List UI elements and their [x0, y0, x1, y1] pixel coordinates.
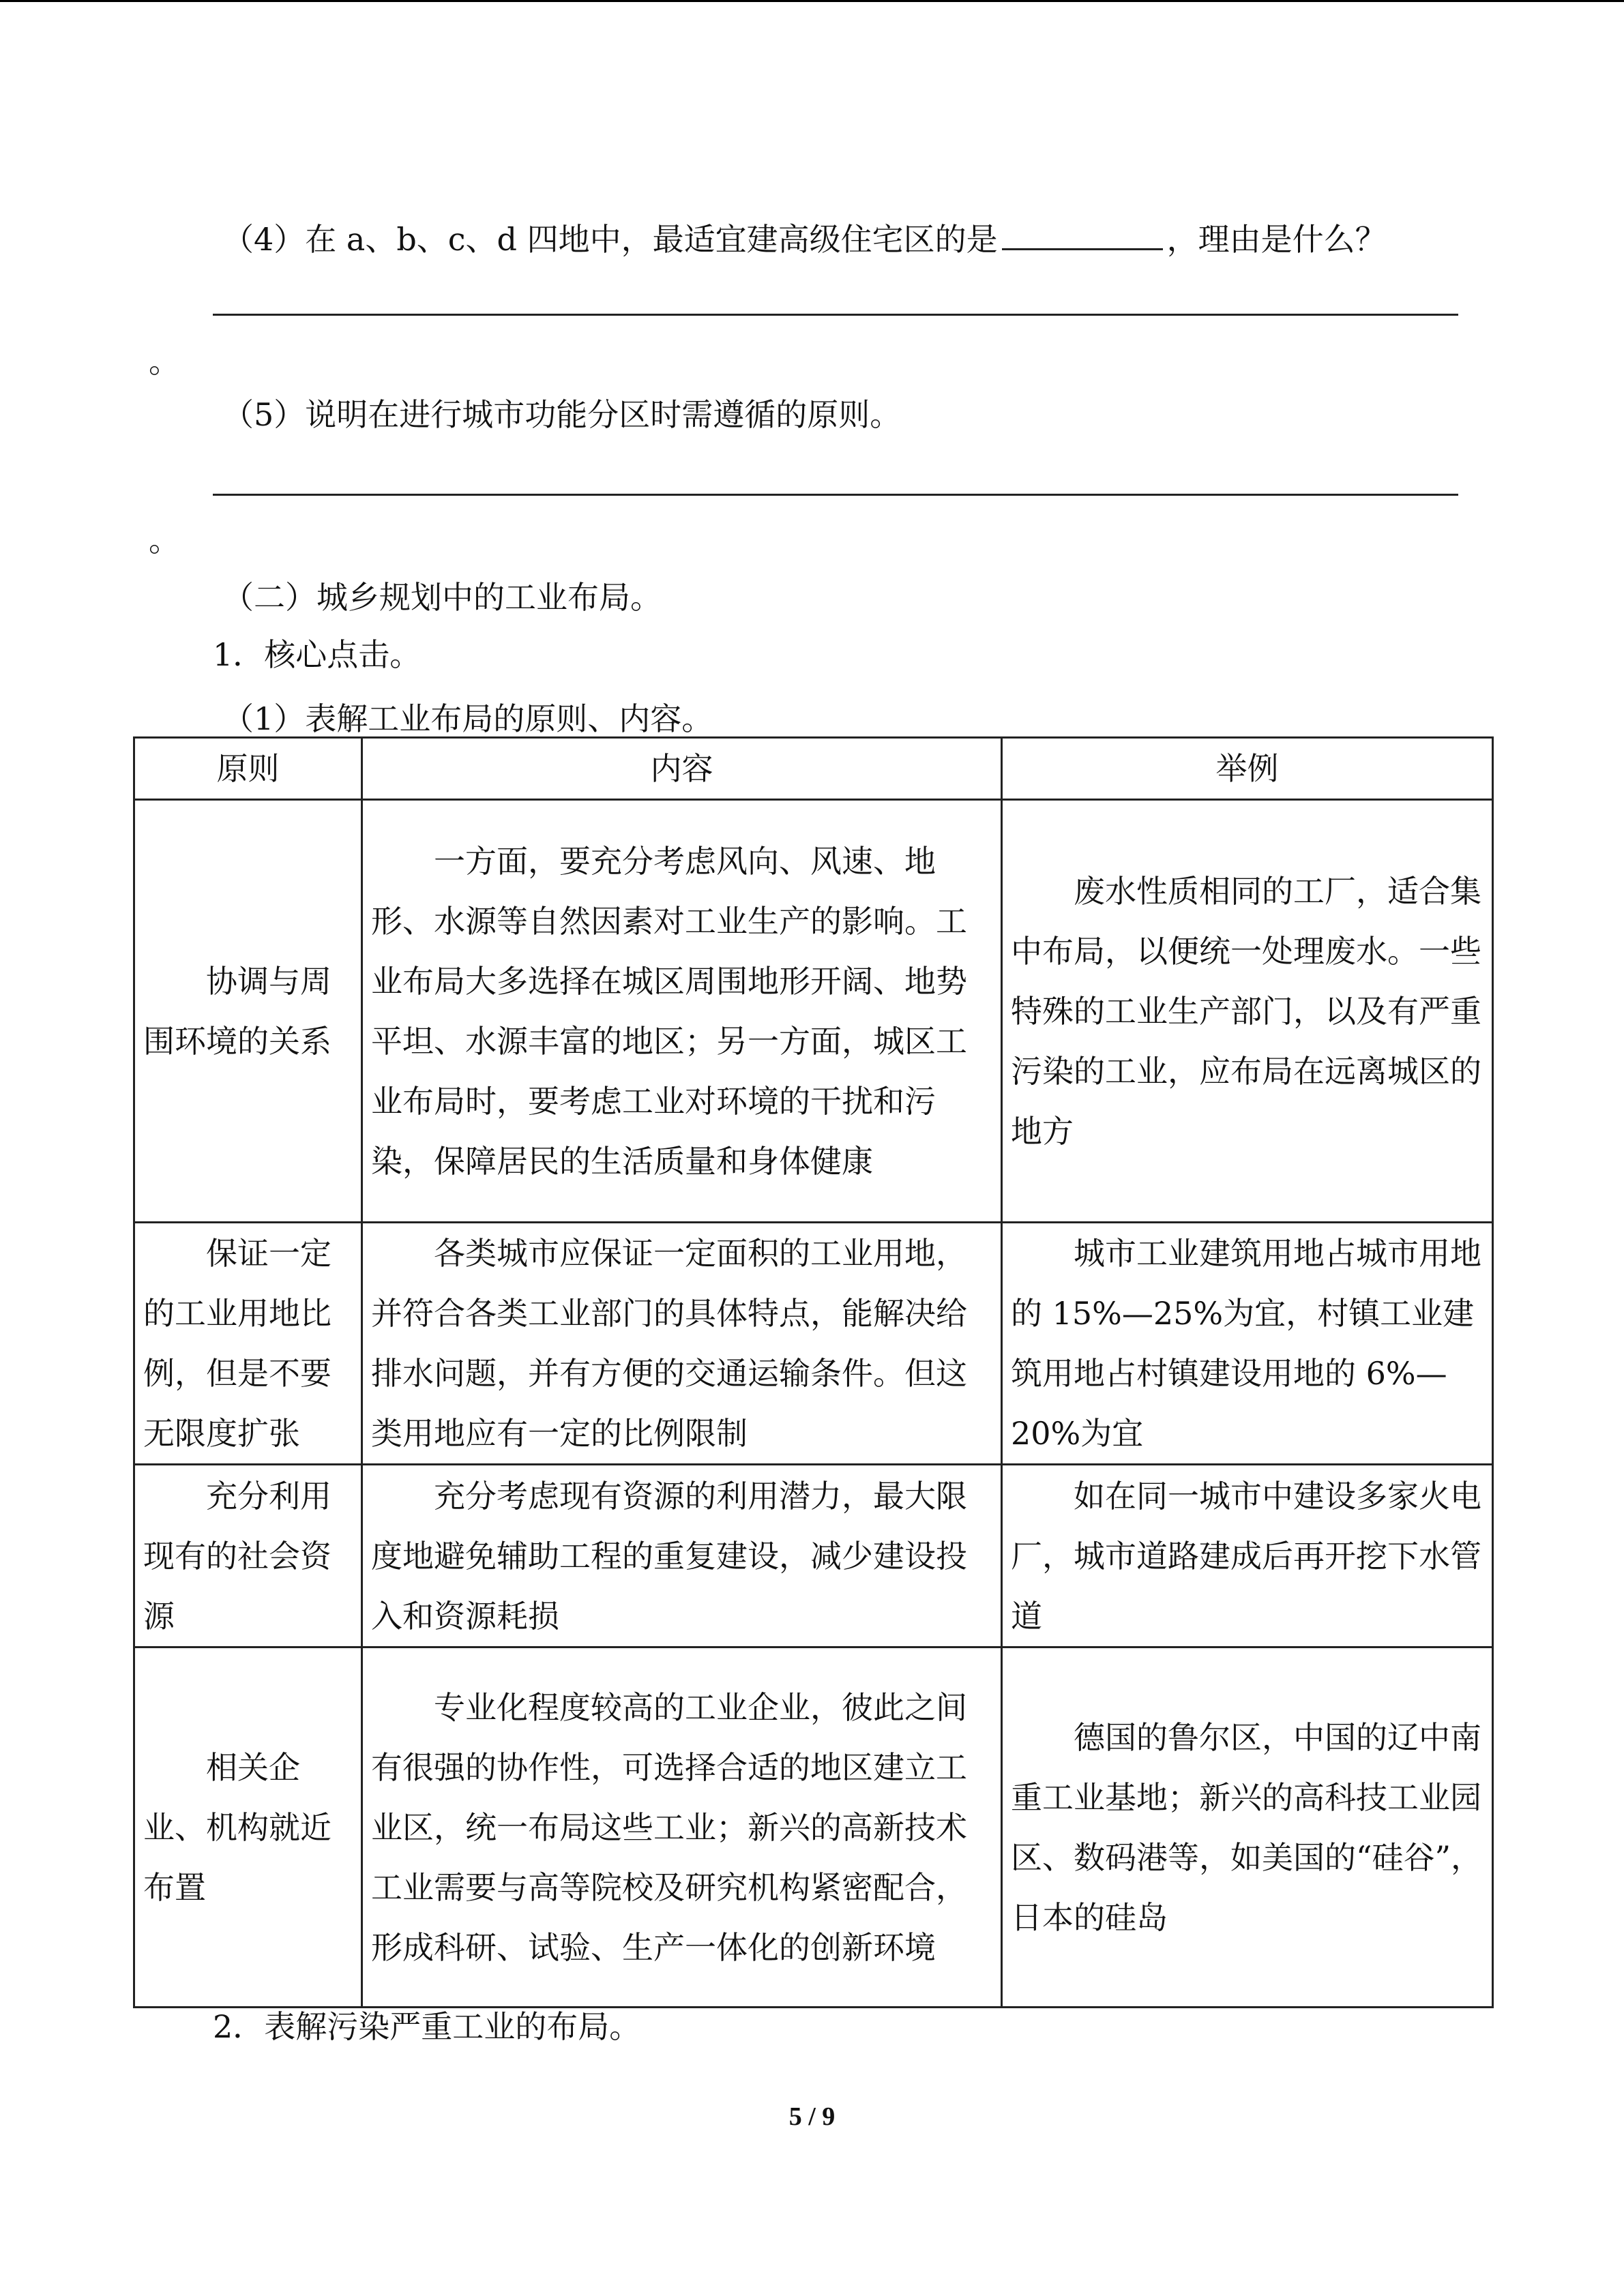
principle-cell: 保证一定的工业用地比例，但是不要无限度扩张	[134, 1223, 362, 1465]
table-row	[134, 1465, 1493, 1648]
example-cell: 废水性质相同的工厂，适合集中布局，以便统一处理废水。一些特殊的工业生产部门，以及有严重污染的工业，应布局在远离城区的地方	[1002, 800, 1493, 1223]
section-heading: （二）城乡规划中的工业布局。	[222, 579, 662, 616]
table-header-row	[134, 738, 1493, 800]
example-cell: 德国的鲁尔区，中国的辽中南重工业基地；新兴的高科技工业园区、数码港等，如美国的“硅谷”，日本的硅岛	[1002, 1648, 1493, 2008]
table-row	[134, 800, 1493, 1223]
content-cell: 一方面，要充分考虑风向、风速、地形、水源等自然因素对工业生产的影响。工业布局大多选择在城区周围地形开阔、地势平坦、水源丰富的地区；另一方面，城区工业布局时，要考虑工业对环境的干扰和污染，保障居民的生活质量和身体健康	[362, 800, 1002, 1223]
content-cell: 充分考虑现有资源的利用潜力，最大限度地避免辅助工程的重复建设，减少建设投入和资源耗损	[362, 1465, 1002, 1648]
industrial-layout-table	[133, 736, 1494, 2008]
page-number: 5 / 9	[788, 2102, 836, 2131]
content-cell: 专业化程度较高的工业企业，彼此之间有很强的协作性，可选择合适的地区建立工业区，统一布局这些工业；新兴的高新技术工业需要与高等院校及研究机构紧密配合，形成科研、试验、生产一体化的创新环境	[362, 1648, 1002, 2008]
header-example: 举例	[1002, 738, 1493, 800]
question-4-period: 。	[149, 343, 180, 380]
principle-cell: 协调与周围环境的关系	[134, 800, 362, 1223]
question-4-prefix: （4）在 a、b、c、d 四地中，最适宜建高级住宅区的是	[222, 221, 998, 258]
question-5: （5）说明在进行城市功能分区时需遵循的原则。	[222, 396, 902, 433]
header-principle: 原则	[134, 738, 362, 800]
content-cell: 各类城市应保证一定面积的工业用地，并符合各类工业部门的具体特点，能解决给排水问题，并有方便的交通运输条件。但这类用地应有一定的比例限制	[362, 1223, 1002, 1465]
principle-cell: 充分利用现有的社会资源	[134, 1465, 362, 1648]
table-row	[134, 1648, 1493, 2008]
top-border	[0, 0, 1624, 2]
example-cell: 如在同一城市中建设多家火电厂，城市道路建成后再开挖下水管道	[1002, 1465, 1493, 1648]
question-4-suffix: ，理由是什么？	[1166, 221, 1387, 258]
table-row	[134, 1223, 1493, 1465]
point-1-heading: 1．核心点击。	[213, 636, 422, 673]
question-5-answer-line[interactable]	[213, 494, 1458, 496]
question-4-answer-line[interactable]	[213, 314, 1458, 316]
subpoint-1-heading: （1）表解工业布局的原则、内容。	[222, 700, 713, 737]
example-cell: 城市工业建筑用地占城市用地的 15%—25%为宜，村镇工业建筑用地占村镇建设用地的 6%—20%为宜	[1002, 1223, 1493, 1465]
question-4	[222, 215, 1387, 260]
point-2-heading: 2．表解污染严重工业的布局。	[213, 2008, 641, 2045]
principle-cell: 相关企业、机构就近布置	[134, 1648, 362, 2008]
question-4-blank[interactable]	[1002, 215, 1163, 250]
question-5-period: 。	[149, 522, 180, 558]
header-content: 内容	[362, 738, 1002, 800]
